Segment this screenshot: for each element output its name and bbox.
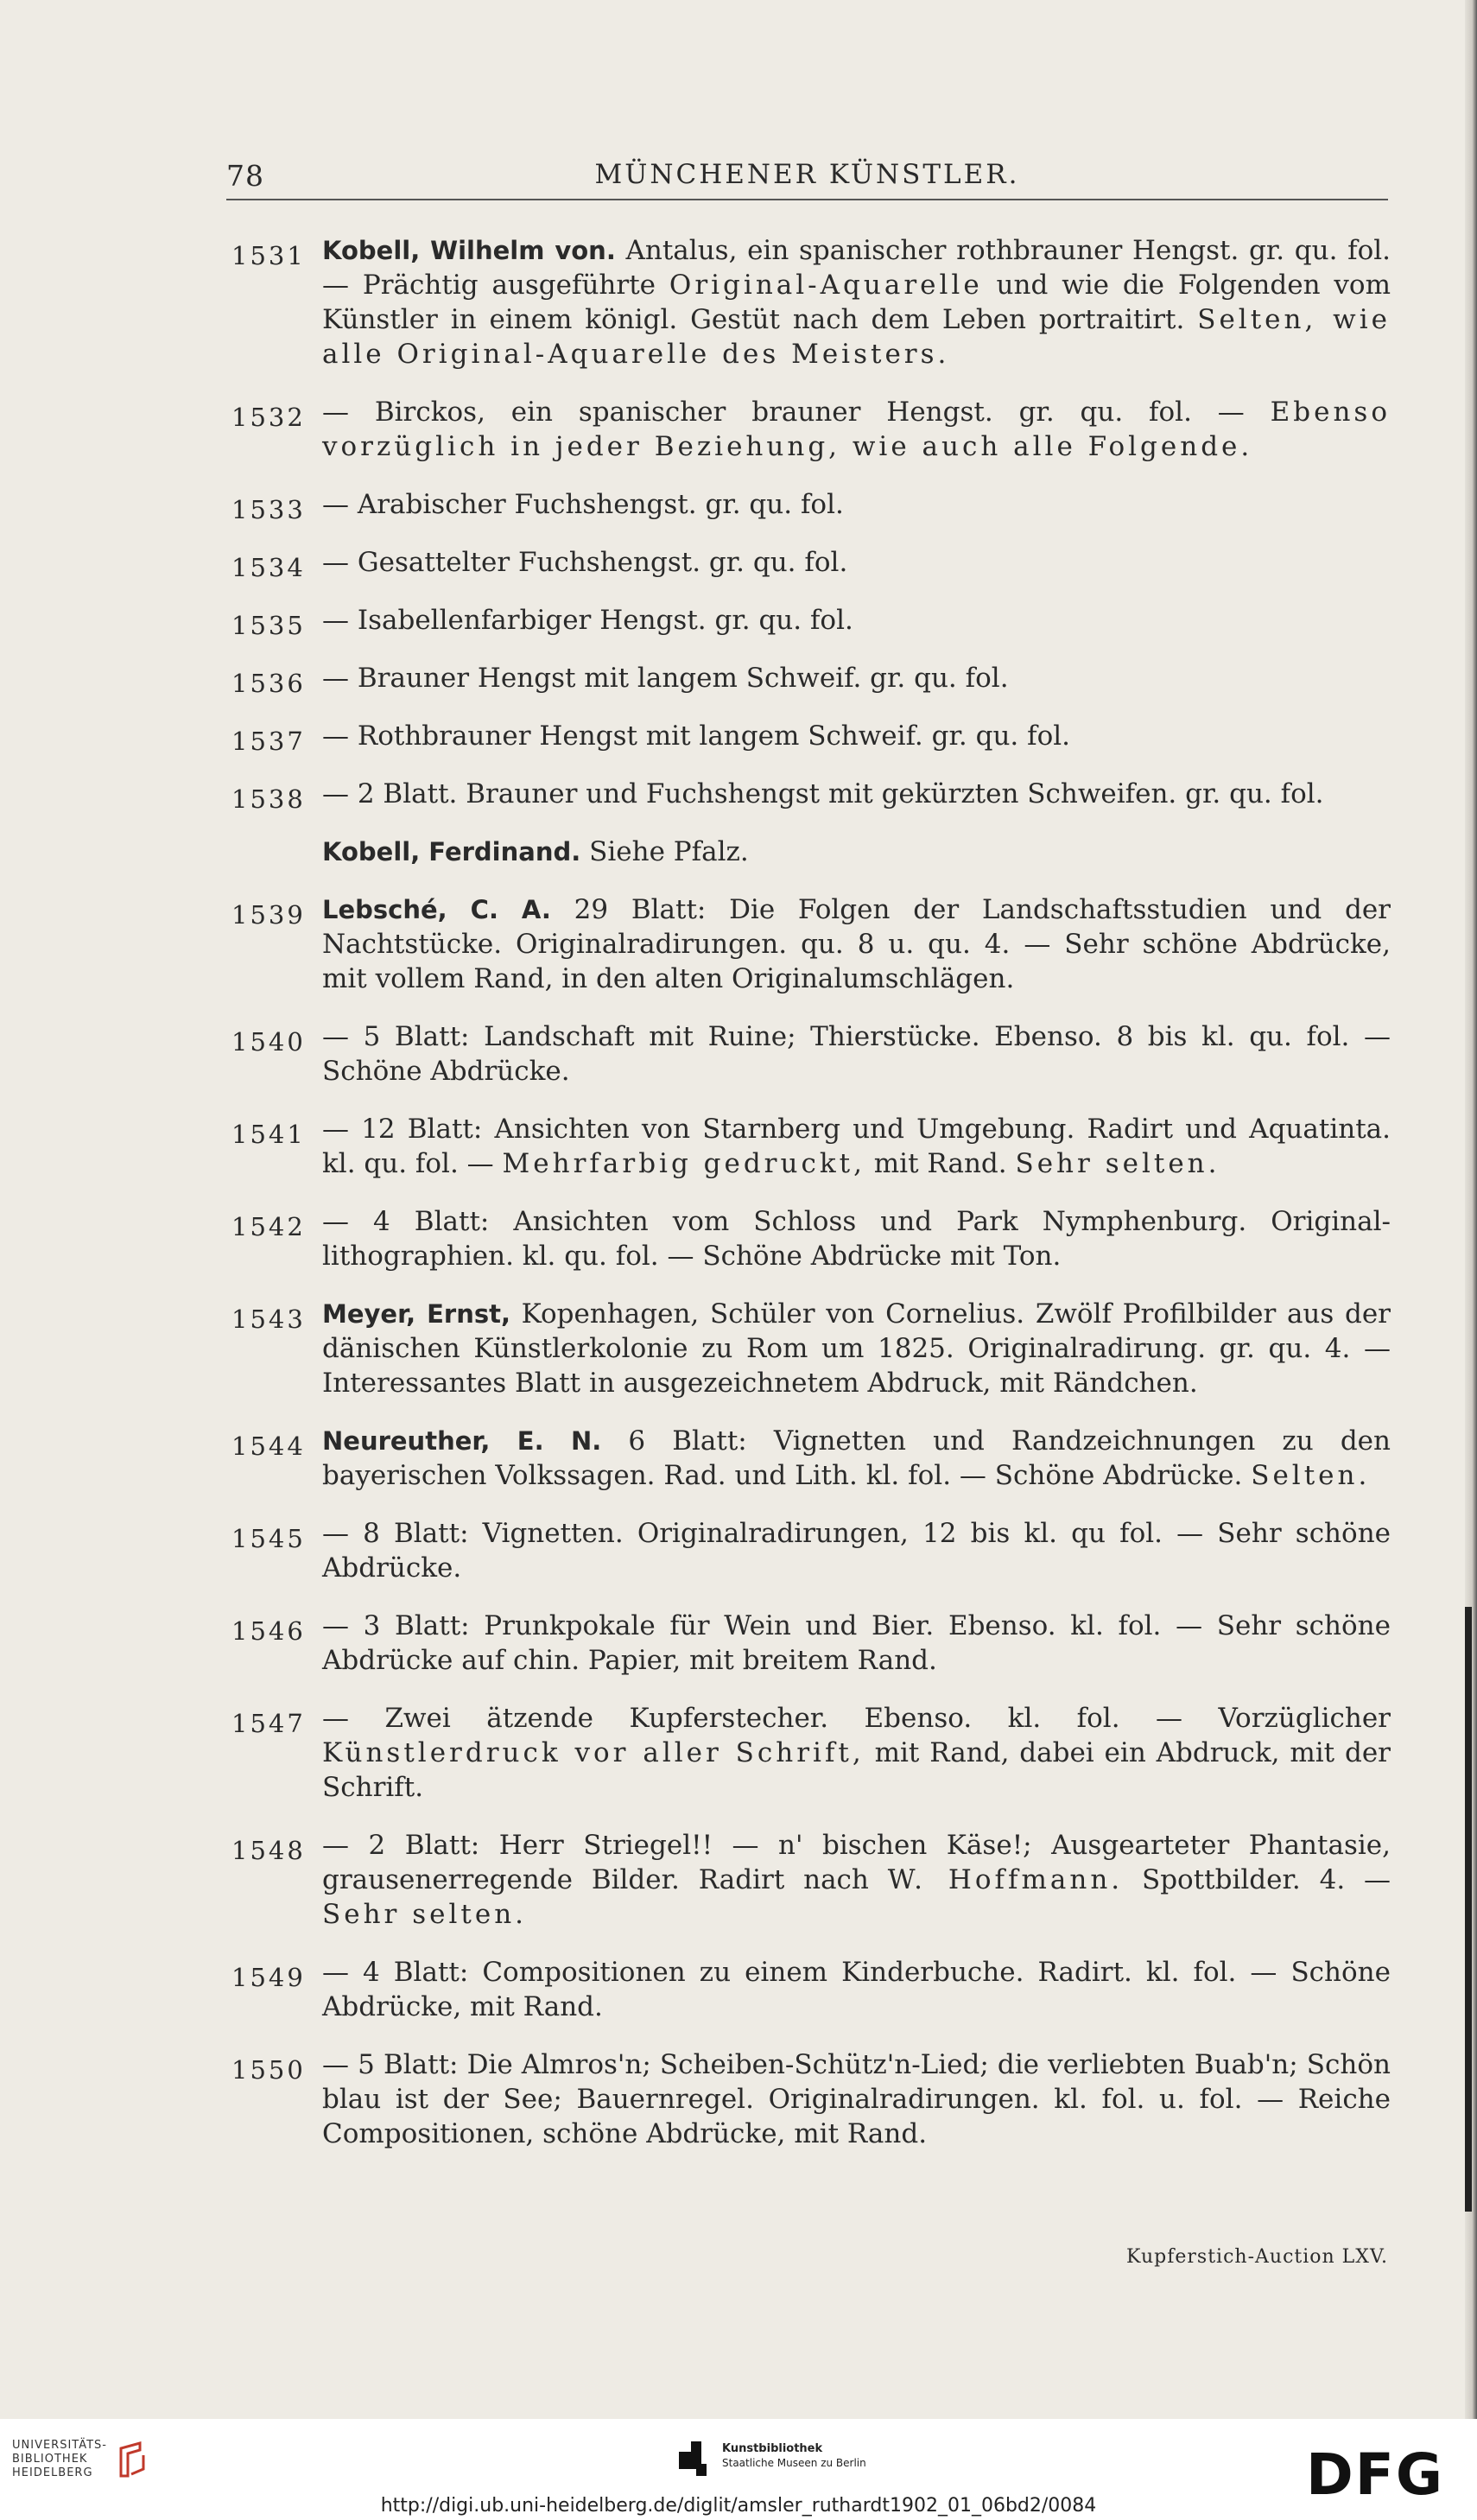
entry-text-spaced: Sehr selten. (1015, 1148, 1220, 1179)
catalogue-entry (0, 545, 1477, 580)
uni-line: HEIDELBERG (12, 2466, 93, 2479)
kunstbibliothek-name (722, 2441, 866, 2470)
university-library-logo[interactable] (12, 2439, 149, 2480)
entry-text: Kopenhagen, Schüler von Cornelius. Zwölf Profilbilder aus der dänischen Künstlerkolonie zu Rom um 1825. Originalradirung. gr. qu. 4. — Interessantes Blatt in ausgezeichnetem Abdruck, mit Rändchen. (322, 1298, 1391, 1399)
entry-text: — Gesattelter Fuchshengst. gr. qu. fol. (322, 547, 848, 578)
entry-text: und wie die Folgenden vom Künstler in einem königl. Gestüt nach dem Leben portraitirt. (322, 270, 1391, 335)
entry-text: — 12 Blatt: Ansichten von Starnberg und Umgebung. Radirt und Aquatinta. kl. qu. fol. — (322, 1114, 1391, 1179)
lot-number: 1550 (231, 2055, 306, 2085)
catalogue-entry (0, 233, 1477, 371)
entry-text: mit Rand. (865, 1148, 1016, 1179)
lot-number: 1537 (231, 727, 306, 756)
catalogue-entry (0, 661, 1477, 698)
entry-text-spaced: Künstlerdruck vor aller Schrift, (322, 1737, 865, 1768)
lot-number: 1546 (231, 1616, 306, 1646)
catalogue-entry (0, 1424, 1477, 1493)
catalogue-entries (0, 233, 1477, 2174)
entry-text: — Zwei ätzende Kupferstecher. Ebenso. kl. fol. — Vorzüglicher (322, 1703, 1391, 1734)
entry-text: — Birckos, ein spanischer brauner Hengst. gr. qu. fol. — (322, 397, 1271, 428)
kunstbibliothek-logo[interactable] (679, 2441, 866, 2476)
entry-text: — 4 Blatt: Ansichten vom Schloss und Park Nymphenburg. Original-lithographien. kl. qu. fol. — Schöne Abdrücke mit Ton. (322, 1206, 1391, 1272)
entry-text: — 2 Blatt: Herr Striegel!! — n' bischen Käse!; Ausgearteter Phantasie, grausenerregende Bilder. Radirt nach (322, 1830, 1391, 1895)
lot-number: 1533 (231, 495, 306, 524)
lot-number: 1538 (231, 784, 306, 814)
lot-number: 1534 (231, 553, 306, 582)
entry-text: Antalus, ein spanischer rothbrauner Hengst. gr. qu. fol. — Prächtig ausgeführte (322, 235, 1391, 301)
catalogue-entry (0, 1297, 1477, 1400)
entry-text: — 4 Blatt: Compositionen zu einem Kinderbuche. Radirt. kl. fol. — Schöne Abdrücke, mit Rand. (322, 1957, 1391, 2022)
lot-number: 1535 (231, 611, 306, 640)
lot-number: 1547 (231, 1709, 306, 1738)
entry-text: Siehe Pfalz. (580, 836, 749, 867)
entry-text: — Brauner Hengst mit langem Schweif. gr. qu. fol. (322, 663, 1009, 694)
uni-line: UNIVERSITÄTS- (12, 2439, 107, 2452)
entry-text: — Rothbrauner Hengst mit langem Schweif. gr. qu. fol. (322, 720, 1071, 752)
entry-text-spaced: Selten. (1251, 1460, 1371, 1491)
lot-number: 1543 (231, 1304, 306, 1334)
kb-title: Kunstbibliothek (722, 2442, 823, 2455)
artist-name: Lebsché, C. A. (322, 895, 551, 924)
catalogue-entry (0, 1828, 1477, 1932)
artist-name: Neureuther, E. N. (322, 1426, 602, 1456)
entry-text-spaced: Selten, wie alle Original-Aquarelle des Meisters. (322, 304, 1391, 370)
university-library-name (12, 2439, 107, 2480)
entry-text-spaced: W. Hoffmann. (887, 1864, 1124, 1895)
catalogue-entry (0, 835, 1477, 869)
catalogue-entry (0, 1204, 1477, 1273)
lot-number: 1545 (231, 1524, 306, 1553)
entry-text: — 8 Blatt: Vignetten. Originalradirungen, 12 bis kl. qu fol. — Sehr schöne Abdrücke. (322, 1518, 1391, 1584)
lot-number: 1532 (231, 403, 306, 432)
entry-text: — Arabischer Fuchshengst. gr. qu. fol. (322, 489, 844, 520)
source-url[interactable]: http://digi.ub.uni-heidelberg.de/diglit/amsler_ruthardt1902_01_06bd2/0084 (380, 2495, 1097, 2517)
lot-number: 1536 (231, 669, 306, 698)
entry-text: — 2 Blatt. Brauner und Fuchshengst mit gekürzten Schweifen. gr. qu. fol. (322, 778, 1324, 809)
catalogue-entry (0, 1609, 1477, 1678)
lot-number: 1539 (231, 900, 306, 930)
lot-number: 1531 (231, 241, 306, 270)
entry-text-spaced: Ebenso vorzüglich in jeder Beziehung, wie auch alle Folgende. (322, 397, 1391, 462)
running-head: MÜNCHENER KÜNSTLER. (594, 159, 1020, 190)
lot-number: 1541 (231, 1120, 306, 1149)
entry-text: — 3 Blatt: Prunkpokale für Wein und Bier. Ebenso. kl. fol. — Sehr schöne Abdrücke auf chin. Papier, mit breitem Rand. (322, 1610, 1391, 1676)
entry-text: — 5 Blatt: Die Almros'n; Scheiben-Schütz'n-Lied; die verliebten Buab'n; Schön blau ist der See; Bauernregel. Originalradirungen. kl. fol. u. fol. — Reiche Compositionen, schöne Abdrücke, mit Rand. (322, 2049, 1391, 2149)
uni-line: BIBLIOTHEK (12, 2453, 88, 2466)
artist-name: Meyer, Ernst, (322, 1299, 510, 1329)
catalogue-entry (0, 395, 1477, 464)
entry-text-spaced: Original-Aquarelle (669, 270, 983, 301)
lot-number: 1549 (231, 1963, 306, 1992)
catalogue-entry (0, 1019, 1477, 1089)
entry-text: 6 Blatt: Vignetten und Randzeichnungen zu den bayerischen Volkssagen. Rad. und Lith. kl. fol. — Schöne Abdrücke. (322, 1425, 1391, 1491)
catalogue-entry (0, 2047, 1477, 2151)
kb-subtitle: Staatliche Museen zu Berlin (722, 2457, 866, 2469)
entry-text-spaced: Sehr selten. (322, 1899, 528, 1930)
catalogue-entry (0, 1701, 1477, 1805)
catalogue-entry (0, 777, 1477, 814)
entry-text-spaced: Mehrfarbig gedruckt, (502, 1148, 865, 1179)
library-emblem-icon (114, 2440, 149, 2479)
catalogue-entry (0, 487, 1477, 522)
catalogue-entry (0, 1516, 1477, 1585)
entry-text: Spottbilder. 4. — (1123, 1864, 1391, 1895)
signature-line: Kupferstich-Auction LXV. (1126, 2246, 1388, 2268)
entry-text: — Isabellenfarbiger Hengst. gr. qu. fol. (322, 605, 853, 636)
lot-number: 1540 (231, 1027, 306, 1057)
catalogue-entry (0, 1112, 1477, 1181)
lot-number: 1544 (231, 1431, 306, 1461)
catalogue-entry (0, 719, 1477, 756)
page-header (226, 147, 1388, 200)
catalogue-entry (0, 1955, 1477, 2024)
artist-name: Kobell, Ferdinand. (322, 837, 581, 866)
entry-text: mit Rand, dabei ein Abdruck, mit der Schrift. (322, 1737, 1391, 1803)
catalogue-entry (0, 892, 1477, 996)
dfg-logo[interactable]: DFG (1306, 2441, 1445, 2508)
entry-text: 29 Blatt: Die Folgen der Landschaftsstudien und der Nachtstücke. Originalradirungen. qu. 8 u. qu. 4. — Sehr schöne Abdrücke, mit vollem Rand, in den alten Originalumschlägen. (322, 894, 1391, 994)
kunstbibliothek-emblem-icon (679, 2441, 713, 2476)
entry-text: — 5 Blatt: Landschaft mit Ruine; Thierstücke. Ebenso. 8 bis kl. qu. fol. — Schöne Abdrücke. (322, 1021, 1391, 1087)
page-number: 78 (226, 159, 264, 193)
lot-number: 1542 (231, 1212, 306, 1241)
lot-number: 1548 (231, 1836, 306, 1865)
artist-name: Kobell, Wilhelm von. (322, 236, 616, 265)
catalogue-entry (0, 603, 1477, 638)
